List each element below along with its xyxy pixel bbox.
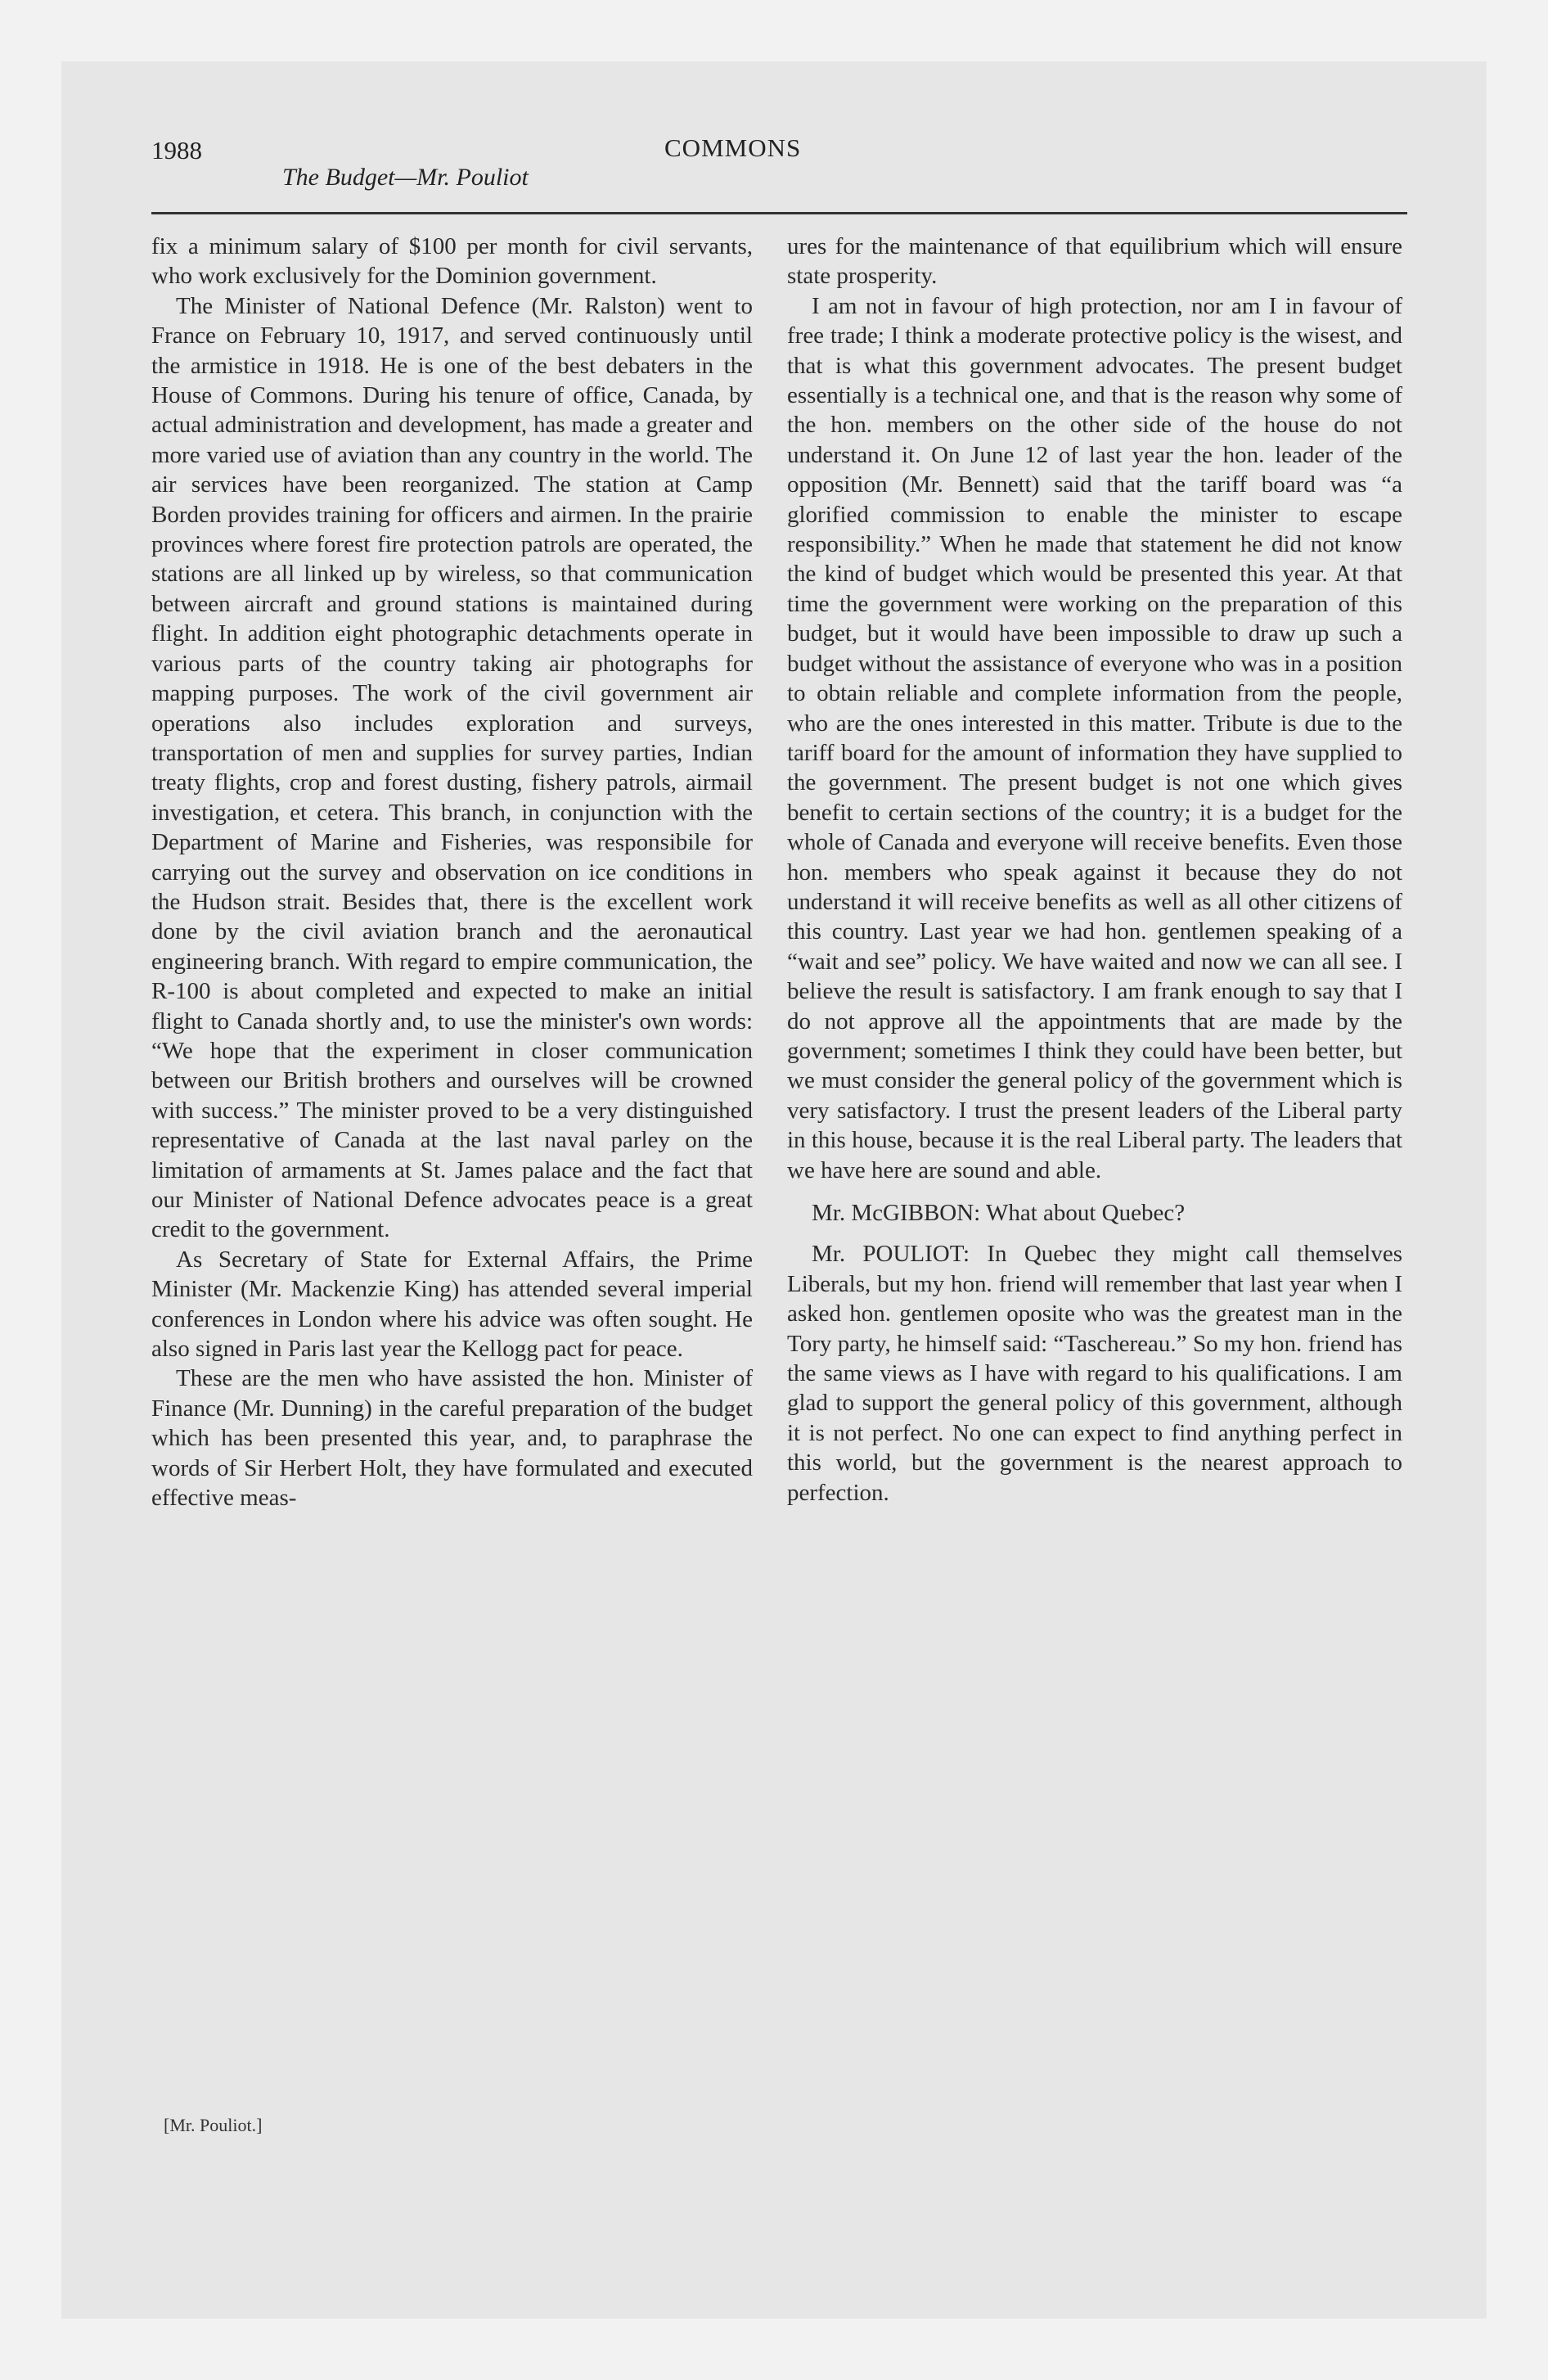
running-title: The Budget—Mr. Pouliot [282,164,529,191]
paragraph: These are the men who have assisted the hon. Minister of Finance (Mr. Dunning) in the careful preparation of the budget which has been presented this year, and, to paraphrase the words of Sir Herbert Holt, they have formulated and executed effective meas- [151,1365,753,1512]
page-number: 1988 [151,136,202,165]
speaker-attribution: [Mr. Pouliot.] [164,2115,263,2135]
speaker-line-mcgibbon: Mr. McGIBBON: What about Quebec? [812,1200,1186,1226]
paragraph: I am not in favour of high protection, nor am I in favour of free trade; I think a moderate protective policy is the wisest, and that is what this government advocates. The present budget essentially is a technical one, and that is the reason why some of the hon. members on the other side of the house do not understand it. On June 12 of last year the hon. leader of the opposition (Mr. Bennett) said that the tariff board was “a glorified commission to enable the minister to escape responsibility.” When he made that statement he did not know the kind of budget which would be presented this year. At that time the government were working on the preparation of this budget, but it would have been impossible to draw up such a budget without the assistance of everyone who was in a position to obtain reliable and complete information from the people, who are the ones interested in this matter. Tribute is due to the tariff board for the amount of information they have supplied to the government. The present budget is not one which gives benefit to certain sections of the country; it is a budget for the whole of Canada and everyone will receive benefits. Even those hon. members who speak against it because they do not understand it will receive benefits as well as all other citizens of this country. Last year we had hon. gentlemen speaking of a “wait and see” policy. We have waited and now we can all see. I believe the result is satisfactory. I am frank enough to say that I do not approve all the appointments that are made by the government; sometimes I think they could have been better, but we must consider the general policy of the government which is very satisfactory. I trust the present leaders of the Liberal party in this house, because it is the real Liberal party. The leaders that we have here are sound and able. [787,292,1402,1183]
paragraph: The Minister of National Defence (Mr. Ralston) went to France on February 10, 1917, and served continuously until the armistice in 1918. He is one of the best debaters in the House of Commons. During his tenure of office, Canada, by actual administration and development, has made a greater and more varied use of aviation than any country in the world. The air services have been reorganized. The station at Camp Borden provides training for officers and airmen. In the prairie provinces where forest fire protection patrols are operated, the stations are all linked up by wireless, so that communication between aircraft and ground stations is maintained during flight. In addition eight photographic detachments operate in various parts of the country taking air photographs for mapping purposes. The work of the civil government air operations also includes exploration and surveys, transportation of men and supplies for survey parties, Indian treaty flights, crop and forest dusting, fishery patrols, airmail investigation, et cetera. This branch, in conjunction with the Department of Marine and Fisheries, was responsibile for carrying out the survey and observation on ice conditions in the Hudson strait. Besides that, there is the excellent work done by the civil aviation branch and the aeronautical engineering branch. With regard to empire communication, the R-100 is about completed and expected to make an initial flight to Canada shortly and, to use the minister's own words: “We hope that the experiment in closer communication between our British brothers and ourselves will be crowned with success.” The minister proved to be a very distinguished representative of Canada at the last naval parley on the limitation of armaments at St. James palace and the fact that our Minister of National Defence advocates peace is a great credit to the government. [151,292,753,1243]
header-rule [151,212,1407,214]
speaker-line-pouliot: Mr. POULIOT: In Quebec they might call themselves Liberals, but my hon. friend will remember that last year when I asked hon. gentlemen oposite who was the greatest man in the Tory party, he himself said: “Taschereau.” So my hon. friend has the same views as I have with regard to his qualifications. I am glad to support the general policy of this government, although it is not perfect. No one can expect to find anything perfect in this world, but the government is the nearest approach to perfection. [787,1241,1402,1506]
paragraph: As Secretary of State for External Affairs, the Prime Minister (Mr. Mackenzie King) has attended several imperial conferences in London where his advice was often sought. He also signed in Paris last year the Kellogg pact for peace. [151,1246,753,1363]
right-column [787,232,1402,1508]
left-column [151,232,753,1512]
paragraph: fix a minimum salary of $100 per month for civil servants, who work exclusively for the Dominion government. [151,233,753,290]
section-name: COMMONS [664,133,802,162]
paragraph: ures for the maintenance of that equilibrium which will ensure state prosperity. [787,233,1402,290]
